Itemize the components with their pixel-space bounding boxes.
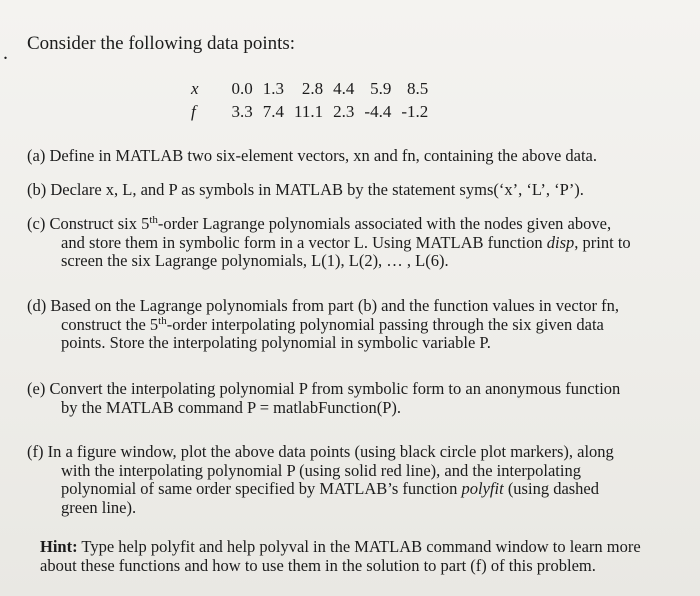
- part-a: (a) Define in MATLAB two six-element vectors, xn and fn, containing the above data.: [27, 146, 597, 165]
- intro-text: Consider the following data points:: [27, 33, 296, 54]
- table-cell: 8.5: [407, 78, 429, 98]
- table-cell: 4.4: [333, 78, 355, 98]
- table-row-f: [186, 100, 433, 123]
- table-cell: 2.8: [301, 78, 324, 98]
- table-cell: 5.9: [370, 78, 392, 98]
- table-cell: 7.4: [262, 101, 285, 121]
- bullet-marker: .: [3, 42, 8, 64]
- table-cell: 0.0: [231, 78, 253, 98]
- table-row-x: [186, 77, 433, 100]
- part-e: (e) Convert the interpolating polynomial P from symbolic form to an anonymous function by the MATLAB command P = matlabFunction(P).: [27, 379, 621, 417]
- part-d: (d) Based on the Lagrange polynomials from part (b) and the function values in vector fn, construct the 5th-order interpolating polynomial passing through the six given data points. Store the interpolating polynomial in symbolic variable P.: [27, 296, 619, 352]
- part-c: (c) Construct six 5th-order Lagrange polynomials associated with the nodes given above, and store them in symbolic form in a vector L. Using MATLAB function disp, print to screen the six Lagrange polynomials, L(1), L(2), … , L(6).: [27, 214, 631, 270]
- part-f: (f) In a figure window, plot the above data points (using black circle plot markers), along with the interpolating polynomial P (using solid red line), and the interpolating polynomial of same order specified by MATLAB’s function polyfit (using dashed green line).: [27, 442, 614, 517]
- part-b: (b) Declare x, L, and P as symbols in MATLAB by the statement syms(‘x’, ‘L’, ‘P’).: [27, 180, 584, 199]
- table-cell: 2.3: [333, 101, 355, 121]
- table-cell: -4.4: [364, 101, 392, 121]
- data-table: [186, 77, 433, 123]
- row-label-f: f: [191, 101, 196, 121]
- row-label-x: x: [191, 78, 199, 98]
- table-cell: -1.2: [401, 101, 429, 121]
- hint-label: Hint:: [40, 537, 78, 556]
- table-cell: 11.1: [294, 101, 324, 121]
- table-cell: 1.3: [262, 78, 285, 98]
- table-cell: 3.3: [231, 101, 253, 121]
- hint-block: Hint: Type help polyfit and help polyval in the MATLAB command window to learn more about these functions and how to use them in the solution to part (f) of this problem.: [40, 537, 641, 575]
